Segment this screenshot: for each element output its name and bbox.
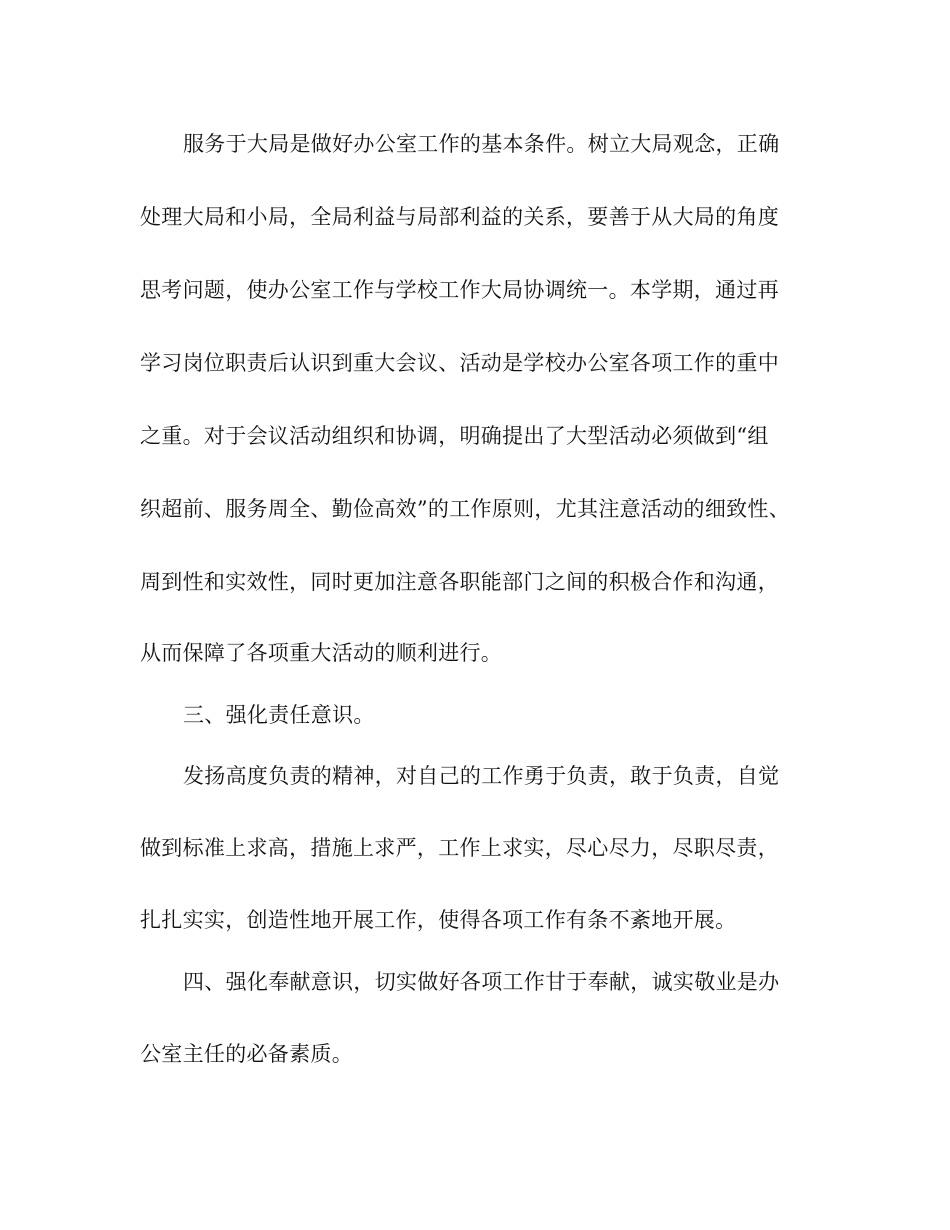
paragraph-1-line-6: 织超前、服务周全、勤俭高效”的工作原则，尤其注意活动的细致性、 [140,497,791,521]
paragraph-1-line-4: 学习岗位职责后认识到重大会议、活动是学校办公室各项工作的重中 [140,351,779,375]
paragraph-1-line-3: 思考问题，使办公室工作与学校工作大局协调统一。本学期，通过再 [140,278,779,302]
paragraph-1-line-8: 从而保障了各项重大活动的顺利进行。 [140,641,503,665]
paragraph-1-line-2: 处理大局和小局，全局利益与局部利益的关系，要善于从大局的角度 [140,205,779,229]
section-heading-4-line-1: 四、强化奉献意识，切实做好各项工作甘于奉献，诚实敬业是办 [183,970,780,994]
section-heading-3: 三、强化责任意识。 [183,703,375,727]
paragraph-1-line-7: 周到性和实效性，同时更加注意各职能部门之间的积极合作和沟通， [140,570,779,594]
paragraph-2-line-2: 做到标准上求高，措施上求严，工作上求实，尽心尽力，尽职尽责， [140,836,779,860]
paragraph-1-line-5: 之重。对于会议活动组织和协调，明确提出了大型活动必须做到“组 [140,424,769,448]
paragraph-2-line-3: 扎扎实实，创造性地开展工作，使得各项工作有条不紊地开展。 [140,908,737,932]
section-heading-4-line-2: 公室主任的必备素质。 [140,1042,353,1066]
paragraph-1-line-1: 服务于大局是做好办公室工作的基本条件。树立大局观念，正确 [183,132,780,156]
paragraph-2-line-1: 发扬高度负责的精神，对自己的工作勇于负责，敢于负责，自觉 [183,764,780,788]
